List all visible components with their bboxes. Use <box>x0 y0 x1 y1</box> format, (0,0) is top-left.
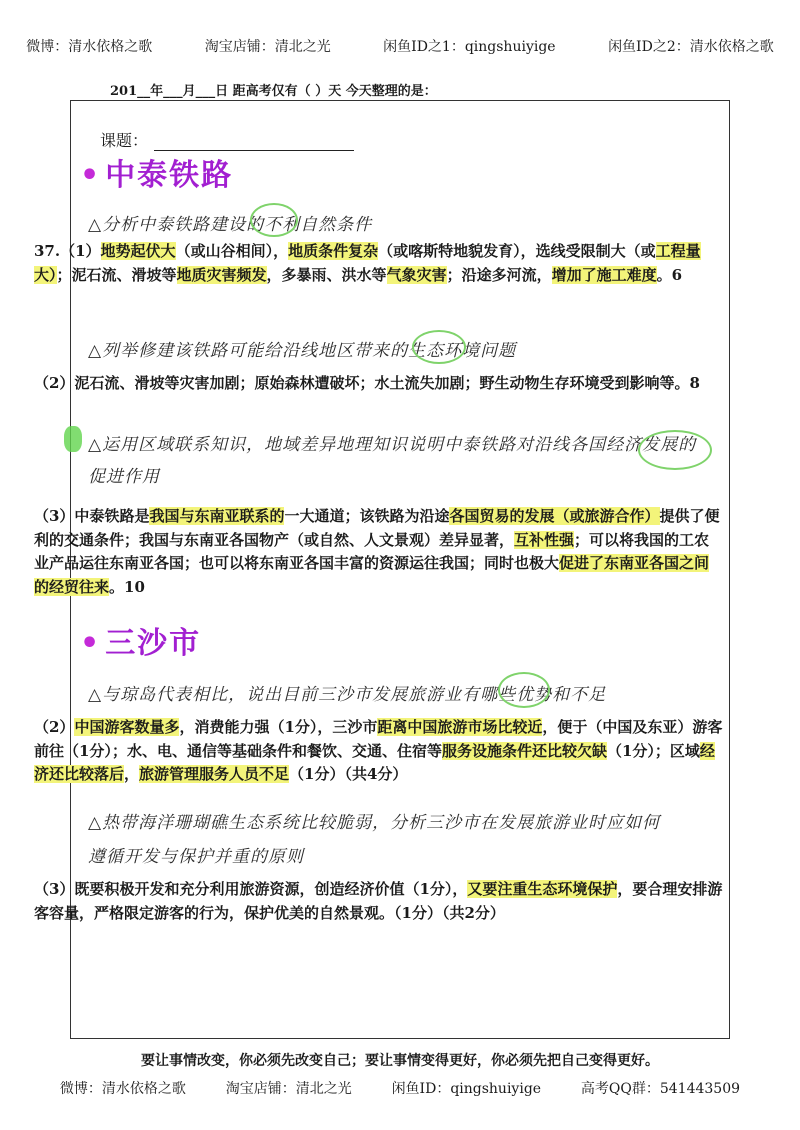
answer-37-2: （2）泥石流、滑坡等灾害加剧；原始森林遭破坏；水土流失加剧；野生动物生存环境受到影响等。8 <box>34 374 700 392</box>
header-xianyu-2: 闲鱼ID之2：清水依格之歌 <box>608 39 774 55</box>
page-footer <box>0 1078 800 1098</box>
handwritten-question-1: △分析中泰铁路建设的不利自然条件 <box>88 215 373 235</box>
highlight-text: 距离中国旅游市场比较近 <box>377 718 543 736</box>
highlight-text: 服务设施条件还比较欠缺 <box>441 741 607 760</box>
highlight-text: 中国游客数量多 <box>74 718 180 736</box>
highlight-text: 经济还比较落后 <box>34 741 715 783</box>
footer-weibo: 微博：清水依格之歌 <box>59 1081 186 1097</box>
handwritten-question-4: △与琼岛代表相比，说出目前三沙市发展旅游业有哪些优势和不足 <box>88 685 607 705</box>
answer-text: 提供了便利的交通条件；我国与东南亚各国物产（或自然、人文景观）差异显著， <box>34 507 720 549</box>
page-header <box>0 36 800 56</box>
section-title-text: 中泰铁路 <box>105 158 234 193</box>
highlight-text: 增加了施工难度 <box>551 265 657 284</box>
answer-text: （或山谷相间）， <box>175 242 289 260</box>
answer-text: 一大通道；该铁路为沿途 <box>284 507 450 525</box>
handwritten-question-5: △热带海洋珊瑚礁生态系统比较脆弱，分析三沙市在发展旅游业时应如何 <box>88 813 661 833</box>
highlight-text: 地势起伏大 <box>100 242 176 260</box>
footer-xianyu: 闲鱼ID：qingshuiyige <box>391 1081 542 1097</box>
answer-b-3 <box>34 878 724 925</box>
topic-blank-line <box>154 136 354 151</box>
bullet-dot-icon: • <box>80 626 102 661</box>
answer-text: （1分）；区域 <box>606 741 700 760</box>
highlight-text: 旅游管理服务人员不足 <box>139 765 290 783</box>
answer-text: ；泥石流、滑坡等 <box>56 265 177 284</box>
answer-text: （或喀斯特地貌发育），选线受限制大（或 <box>378 242 656 260</box>
answer-text: ，多暴雨、洪水等 <box>266 265 387 284</box>
answer-text: ，消费能力强（1分），三沙市 <box>179 718 378 736</box>
highlight-text: 各国贸易的发展（或旅游合作） <box>449 507 660 525</box>
answer-b-2 <box>34 716 724 787</box>
section-title-sansha <box>80 618 201 662</box>
handwritten-question-3: △运用区域联系知识，地域差异地理知识说明中泰铁路对沿线各国经济发展的 <box>88 435 697 455</box>
answer-37-3 <box>34 505 724 599</box>
highlight-text: 我国与东南亚联系的 <box>149 507 285 525</box>
answer-number: 37.（1） <box>34 242 101 260</box>
answer-text: （3）既要积极开发和充分利用旅游资源，创造经济价值（1分）， <box>34 880 468 898</box>
answer-text: ，要合理安排游客容量，严格限定游客的行为，保护优美的自然景观。（1分）（共2分） <box>34 880 723 922</box>
footer-motto: 要让事情改变，你必须先改变自己；要让事情变得更好，你必须先把自己变得更好。 <box>141 1053 659 1069</box>
highlight-text: 气象灾害 <box>386 265 447 284</box>
highlight-text: 促进了东南亚各国之间的经贸往来 <box>34 554 710 596</box>
green-circle-mark <box>498 672 550 708</box>
answer-text: ；可以将我国的工农业产品运往东南亚各国；也可以将东南亚各国丰富的资源运往我国；同时也极大 <box>34 530 710 572</box>
header-taobao: 淘宝店铺：清北之光 <box>204 39 331 55</box>
footer-taobao: 淘宝店铺：清北之光 <box>225 1081 352 1097</box>
date-line: 201__年___月___日 距高考仅有（ ）天 今天整理的是： <box>110 84 437 99</box>
answer-text: ， <box>124 765 140 783</box>
answer-text: 。6 <box>656 265 683 284</box>
topic-row <box>100 128 354 151</box>
green-circle-mark <box>412 330 466 364</box>
handwritten-question-5-cont: 遵循开发与保护并重的原则 <box>88 847 304 867</box>
header-weibo: 微博：清水依格之歌 <box>26 39 153 55</box>
topic-label: 课题： <box>100 131 149 150</box>
handwritten-question-3-cont: 促进作用 <box>88 467 160 487</box>
header-xianyu-1: 闲鱼ID之1：qingshuiyige <box>383 39 556 55</box>
highlight-text: 地质灾害频发 <box>176 265 267 284</box>
highlight-text: 互补性强 <box>514 530 575 549</box>
section-title-zhongtai <box>80 150 233 194</box>
green-circle-mark <box>638 430 712 470</box>
green-circle-mark <box>250 203 298 237</box>
highlight-text: 地质条件复杂 <box>288 242 379 260</box>
footer-qq-group: 高考QQ群：541443509 <box>580 1081 741 1097</box>
highlight-text: 又要注重生态环境保护 <box>467 880 618 898</box>
answer-text: 。10 <box>109 577 145 596</box>
highlight-text: 工程量大） <box>34 242 701 284</box>
answer-text: （2） <box>34 718 75 736</box>
section-title-text: 三沙市 <box>105 626 202 661</box>
answer-text: （1分）（共4分） <box>289 765 408 783</box>
handwritten-question-2: △列举修建该铁路可能给沿线地区带来的生态环境问题 <box>88 341 517 361</box>
answer-37-1 <box>34 240 724 287</box>
green-ink-stain <box>64 426 82 452</box>
answer-text: ，便于（中国及东亚）游客前往（1分）；水、电、通信等基础条件和餐饮、交通、住宿等 <box>34 718 723 760</box>
answer-text: ；沿途多河流， <box>446 265 552 284</box>
answer-text: （3）中泰铁路是 <box>34 507 150 525</box>
bullet-dot-icon: • <box>80 158 102 193</box>
